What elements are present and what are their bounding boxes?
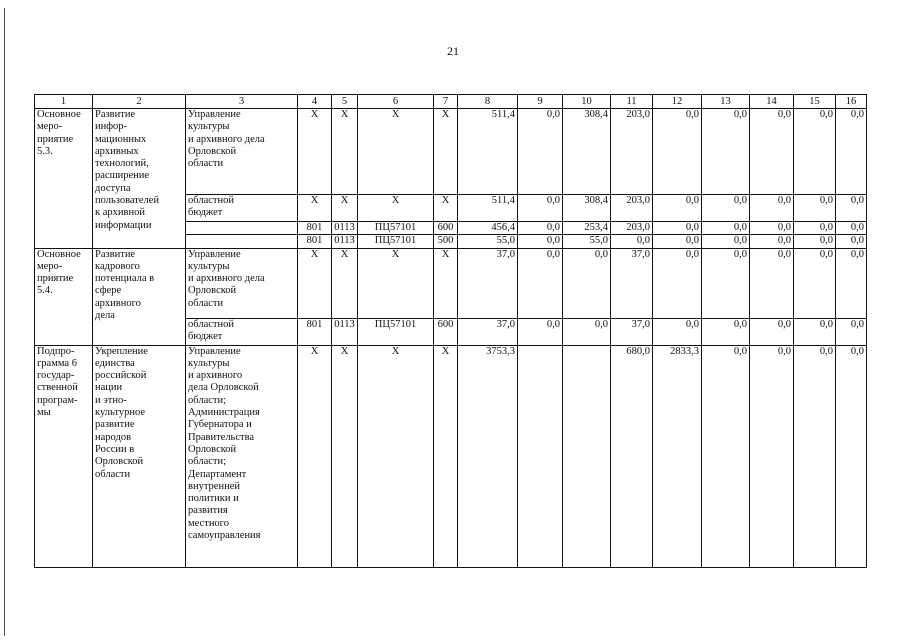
header-cell: 16 [836,95,867,109]
value-cell: 2833,3 [653,345,702,567]
value-cell: 0,0 [563,248,611,318]
value-cell: 253,4 [563,222,611,235]
value-cell: 3753,3 [458,345,518,567]
page-edge-line [4,8,5,636]
value-cell: 0,0 [794,195,836,222]
budget-table [34,94,867,568]
header-cell: 9 [518,95,563,109]
executor-cell: областной бюджет [186,195,298,222]
value-cell: ПЦ57101 [358,222,434,235]
value-cell: 0,0 [518,222,563,235]
header-cell: 15 [794,95,836,109]
header-cell: 5 [332,95,358,109]
executor-cell: Управление культуры и архивного дела Орловской области; Администрация Губернатора и Правительства Орловской области; Департамент внутренней политики и развития местного самоуправления [186,345,298,567]
value-cell: 0,0 [836,248,867,318]
header-cell: 6 [358,95,434,109]
executor-cell: областной бюджет [186,318,298,345]
header-cell: 2 [93,95,186,109]
value-cell: 0,0 [702,109,750,195]
value-cell: 0,0 [518,248,563,318]
value-cell: X [434,109,458,195]
value-cell: 0,0 [750,235,794,248]
value-cell: 37,0 [611,248,653,318]
value-cell: 0,0 [653,195,702,222]
value-cell: X [298,345,332,567]
value-cell: 0,0 [702,318,750,345]
value-cell: 0,0 [702,195,750,222]
value-cell: 0,0 [702,248,750,318]
value-cell: 511,4 [458,109,518,195]
executor-cell [186,235,298,248]
header-cell: 8 [458,95,518,109]
table-row [35,109,867,195]
value-cell: 0,0 [750,109,794,195]
value-cell: 0,0 [750,318,794,345]
value-cell: 0,0 [794,109,836,195]
value-cell: X [434,248,458,318]
value-cell: 600 [434,318,458,345]
header-cell: 1 [35,95,93,109]
value-cell: 0,0 [653,248,702,318]
executor-cell [186,222,298,235]
value-cell: 37,0 [611,318,653,345]
executor-cell: Управление культуры и архивного дела Орловской области [186,248,298,318]
value-cell: 0,0 [750,248,794,318]
value-cell: 37,0 [458,318,518,345]
header-cell: 3 [186,95,298,109]
value-cell: X [358,109,434,195]
value-cell [563,345,611,567]
value-cell: 0,0 [653,318,702,345]
value-cell: 0,0 [836,318,867,345]
value-cell: 55,0 [458,235,518,248]
value-cell: 0,0 [750,195,794,222]
activity-name-cell: Подпро- грамма 6 государ- ственной програм- мы [35,345,93,567]
value-cell: 0113 [332,235,358,248]
value-cell: 801 [298,235,332,248]
activity-name-cell: Основное меро- приятие 5.4. [35,248,93,345]
value-cell: 0,0 [653,222,702,235]
value-cell: 0,0 [702,235,750,248]
value-cell: 0,0 [702,345,750,567]
value-cell: X [434,195,458,222]
value-cell: 0,0 [702,222,750,235]
value-cell: X [358,345,434,567]
header-cell: 12 [653,95,702,109]
header-cell: 7 [434,95,458,109]
value-cell: X [332,248,358,318]
activity-title-cell: Развитие кадрового потенциала в сфере архивного дела [93,248,186,345]
value-cell: 55,0 [563,235,611,248]
value-cell: X [434,345,458,567]
value-cell: 37,0 [458,248,518,318]
value-cell: 0,0 [836,235,867,248]
value-cell: 0,0 [611,235,653,248]
value-cell: X [358,248,434,318]
header-cell: 14 [750,95,794,109]
value-cell: 680,0 [611,345,653,567]
value-cell: X [332,109,358,195]
value-cell: X [298,109,332,195]
table-row [35,248,867,318]
table-row [35,345,867,567]
header-cell: 13 [702,95,750,109]
header-cell: 11 [611,95,653,109]
value-cell: 0,0 [794,222,836,235]
value-cell: X [358,195,434,222]
value-cell: 500 [434,235,458,248]
value-cell: 0113 [332,318,358,345]
header-row [35,95,867,109]
value-cell: 0,0 [653,109,702,195]
value-cell: 0,0 [794,318,836,345]
value-cell: 456,4 [458,222,518,235]
executor-cell: Управление культуры и архивного дела Орловской области [186,109,298,195]
value-cell: X [298,195,332,222]
value-cell: 801 [298,222,332,235]
value-cell: 0,0 [836,345,867,567]
value-cell: 203,0 [611,222,653,235]
header-cell: 10 [563,95,611,109]
value-cell: X [332,195,358,222]
activity-title-cell: Укрепление единства российской нации и этно- культурное развитие народов России в Орловской области [93,345,186,567]
value-cell: 0,0 [794,248,836,318]
value-cell: ПЦ57101 [358,235,434,248]
value-cell: 203,0 [611,195,653,222]
value-cell: 600 [434,222,458,235]
value-cell: 0,0 [518,318,563,345]
value-cell: 0,0 [836,222,867,235]
value-cell: X [332,345,358,567]
value-cell: 0,0 [518,109,563,195]
value-cell: 0,0 [836,109,867,195]
value-cell: 511,4 [458,195,518,222]
value-cell: 308,4 [563,109,611,195]
value-cell: 0,0 [518,235,563,248]
activity-title-cell: Развитие инфор- мационных архивных технологий, расширение доступа пользователей к архивной информации [93,109,186,249]
value-cell: 0,0 [653,235,702,248]
value-cell: 0,0 [750,345,794,567]
value-cell: 801 [298,318,332,345]
value-cell: 0,0 [563,318,611,345]
page-number: 21 [447,44,459,58]
value-cell: X [298,248,332,318]
value-cell: 0113 [332,222,358,235]
value-cell: 203,0 [611,109,653,195]
value-cell: 0,0 [794,235,836,248]
value-cell [518,345,563,567]
value-cell: 0,0 [518,195,563,222]
value-cell: 0,0 [836,195,867,222]
value-cell: ПЦ57101 [358,318,434,345]
value-cell: 0,0 [750,222,794,235]
value-cell: 0,0 [794,345,836,567]
activity-name-cell: Основное меро- приятие 5.3. [35,109,93,249]
header-cell: 4 [298,95,332,109]
value-cell: 308,4 [563,195,611,222]
